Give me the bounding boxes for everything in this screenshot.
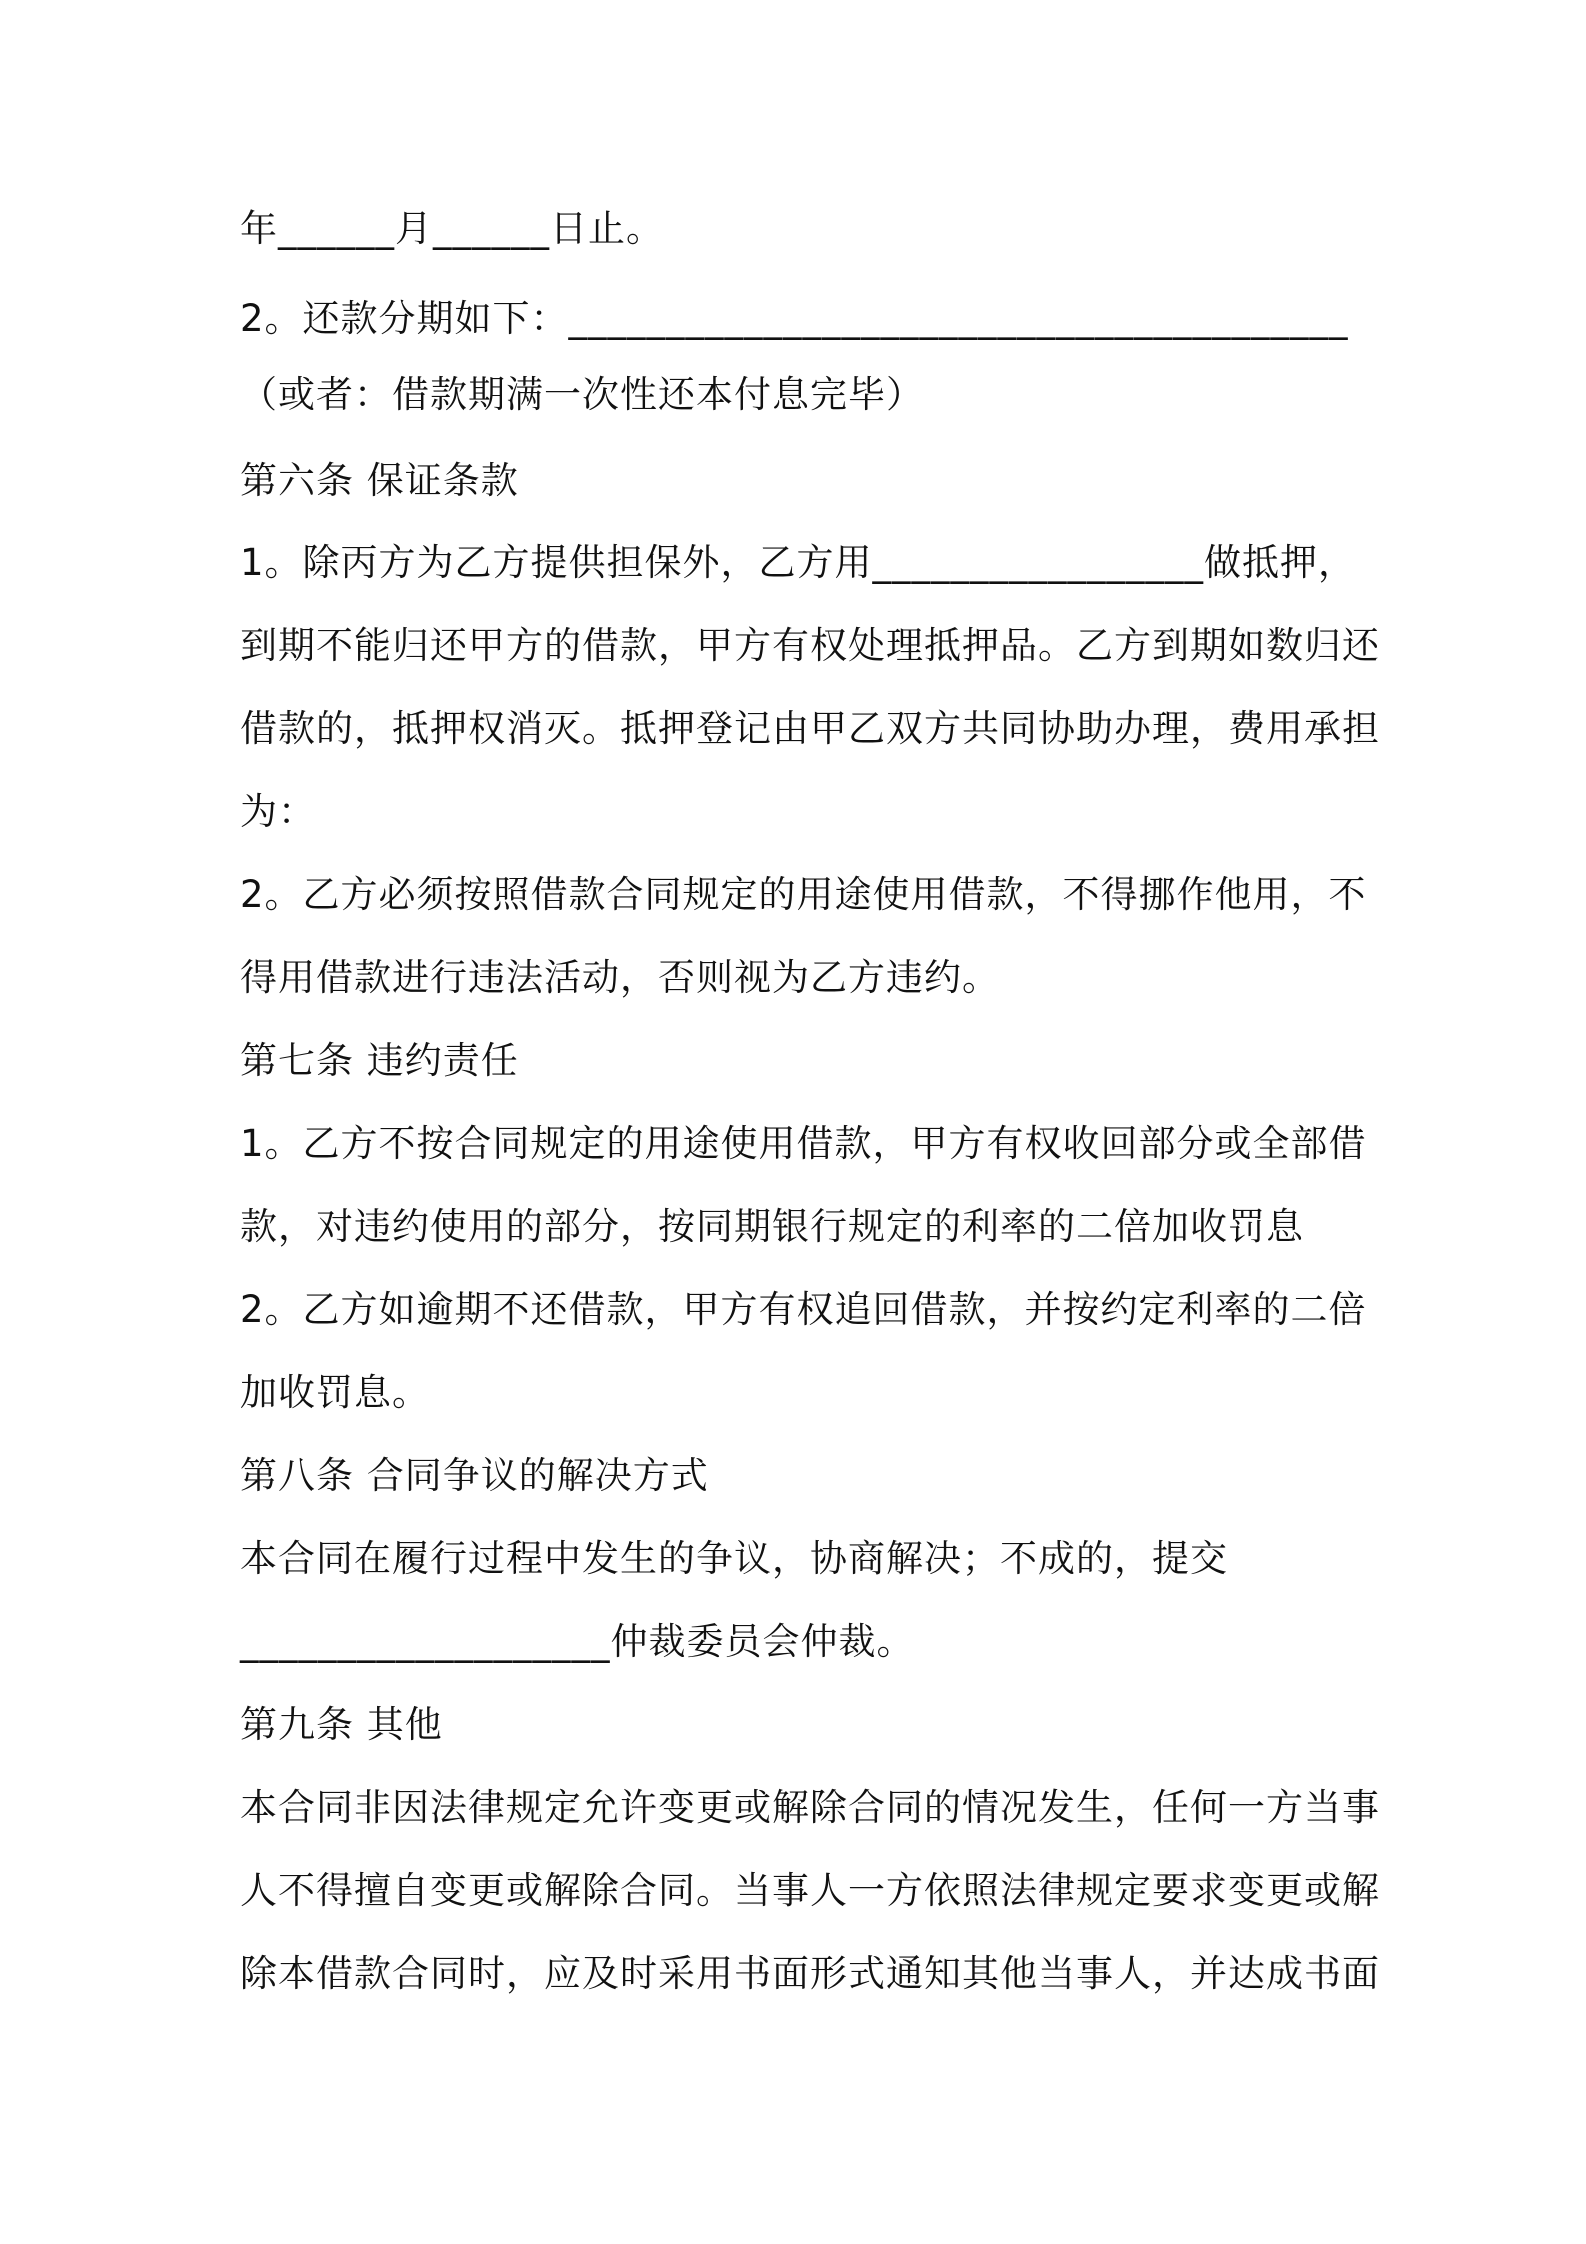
text-line: 人不得擅自变更或解除合同。当事人一方依照法律规定要求变更或解: [240, 1869, 1380, 1912]
text-line: 1。除丙方为乙方提供担保外，乙方用_________________做抵押，: [240, 541, 1357, 584]
section-heading-liability: 第七条 违约责任: [240, 1039, 519, 1082]
text-line: 本合同非因法律规定允许变更或解除合同的情况发生，任何一方当事: [240, 1786, 1380, 1829]
text-line: 为：: [240, 790, 316, 833]
text-line-installments: 2。还款分期如下：________________________________________: [240, 297, 1349, 340]
text-line-date-end: 年______月______日止。: [240, 207, 664, 250]
text-line: 2。乙方必须按照借款合同规定的用途使用借款，不得挪作他用，不: [240, 873, 1367, 916]
text-line: 到期不能归还甲方的借款，甲方有权处理抵押品。乙方到期如数归还: [240, 624, 1380, 667]
text-line: 1。乙方不按合同规定的用途使用借款，甲方有权收回部分或全部借: [240, 1122, 1367, 1165]
text-line-installments-alt: （或者：借款期满一次性还本付息完毕）: [240, 373, 924, 416]
section-heading-guarantee: 第六条 保证条款: [240, 459, 519, 502]
text-line: 借款的，抵押权消灭。抵押登记由甲乙双方共同协助办理，费用承担: [240, 707, 1380, 750]
text-line: 加收罚息。: [240, 1371, 430, 1414]
text-line: 2。乙方如逾期不还借款，甲方有权追回借款，并按约定利率的二倍: [240, 1288, 1367, 1331]
section-heading-other: 第九条 其他: [240, 1703, 443, 1746]
text-line: ___________________仲裁委员会仲裁。: [240, 1620, 915, 1663]
text-line: 得用借款进行违法活动，否则视为乙方违约。: [240, 956, 1000, 999]
text-line: 款，对违约使用的部分，按同期银行规定的利率的二倍加收罚息: [240, 1205, 1304, 1248]
section-heading-dispute: 第八条 合同争议的解决方式: [240, 1454, 709, 1497]
text-line: 除本借款合同时，应及时采用书面形式通知其他当事人，并达成书面: [240, 1952, 1380, 1995]
text-line: 本合同在履行过程中发生的争议，协商解决；不成的，提交: [240, 1537, 1228, 1580]
